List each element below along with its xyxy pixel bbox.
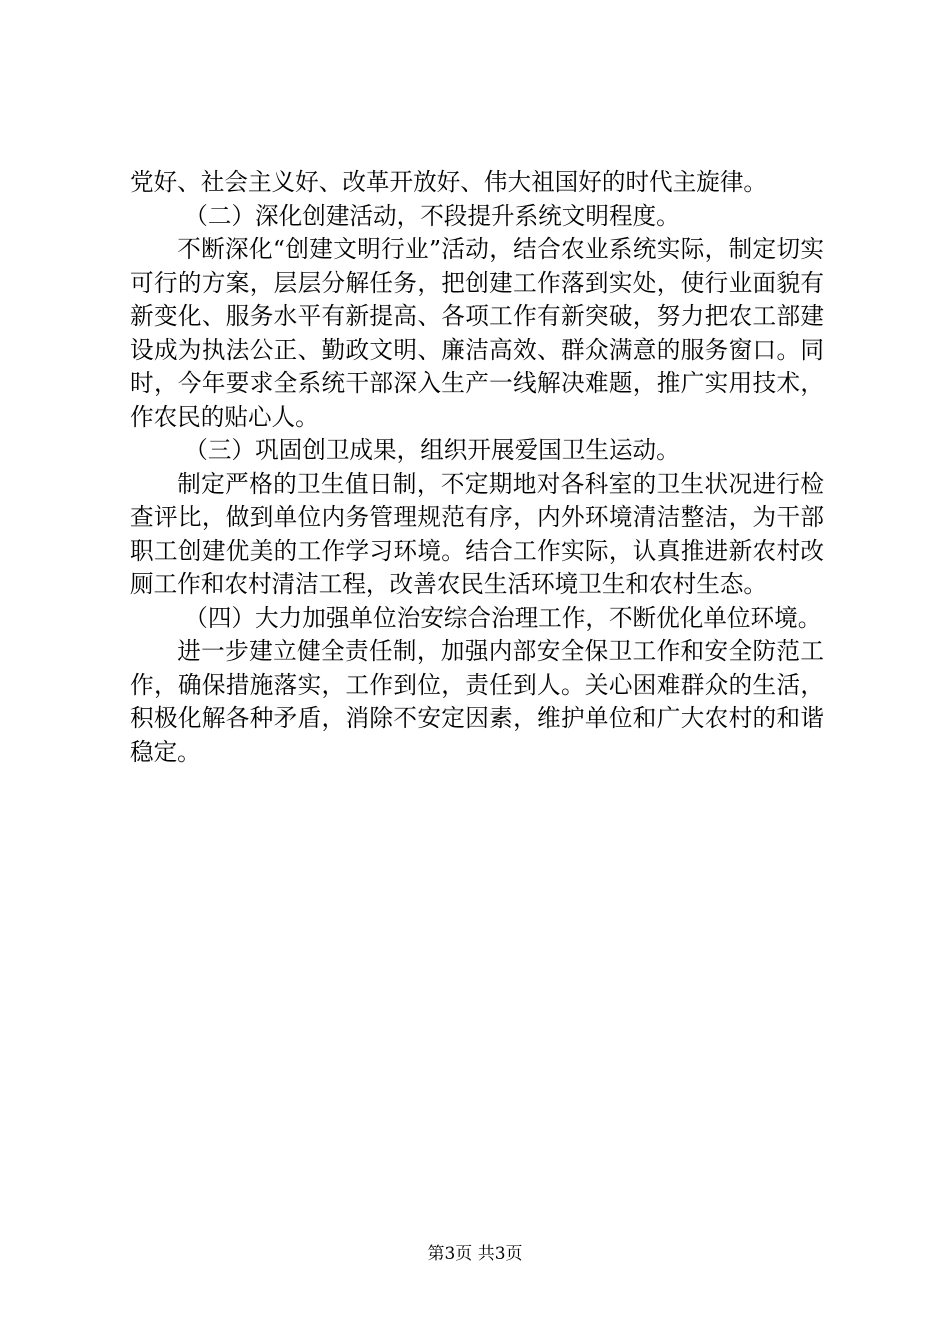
paragraph-continuation: 党好、社会主义好、改革开放好、伟大祖国好的时代主旋律。: [130, 168, 768, 196]
section-heading-3: （三）巩固创卫成果，组织开展爱国卫生运动。: [184, 436, 680, 464]
page-footer: [0, 1243, 950, 1265]
section-heading-4: （四）大力加强单位治安综合治理工作，不断优化单位环境。: [184, 603, 822, 632]
paragraph-sanitation: 制定严格的卫生值日制，不定期地对各科室的卫生状况进行检查评比，做到单位内务管理规范有序，内外环境清洁整洁，为干部职工创建优美的工作学习环境。结合工作实际，认真推进新农村改厕工作和农村清洁工程，改善农民生活环境卫生和农村生态。: [130, 469, 824, 598]
section-heading-2: （二）深化创建活动，不段提升系统文明程度。: [184, 201, 680, 230]
document-body: [130, 166, 824, 769]
page-number: 第3页 共3页: [427, 1244, 523, 1264]
paragraph-civilization: 不断深化“创建文明行业”活动，结合农业系统实际，制定切实可行的方案，层层分解任务，把创建工作落到实处，使行业面貌有新变化、服务水平有新提高、各项工作有新突破，努力把农工部建设成为执法公正、勤政文明、廉洁高效、群众满意的服务窗口。同时，今年要求全系统干部深入生产一线解决难题，推广实用技术，作农民的贴心人。: [130, 235, 824, 431]
paragraph-security: 进一步建立健全责任制，加强内部安全保卫工作和安全防范工作，确保措施落实，工作到位，责任到人。关心困难群众的生活，积极化解各种矛盾，消除不安定因素，维护单位和广大农村的和谐稳定。: [130, 637, 824, 766]
